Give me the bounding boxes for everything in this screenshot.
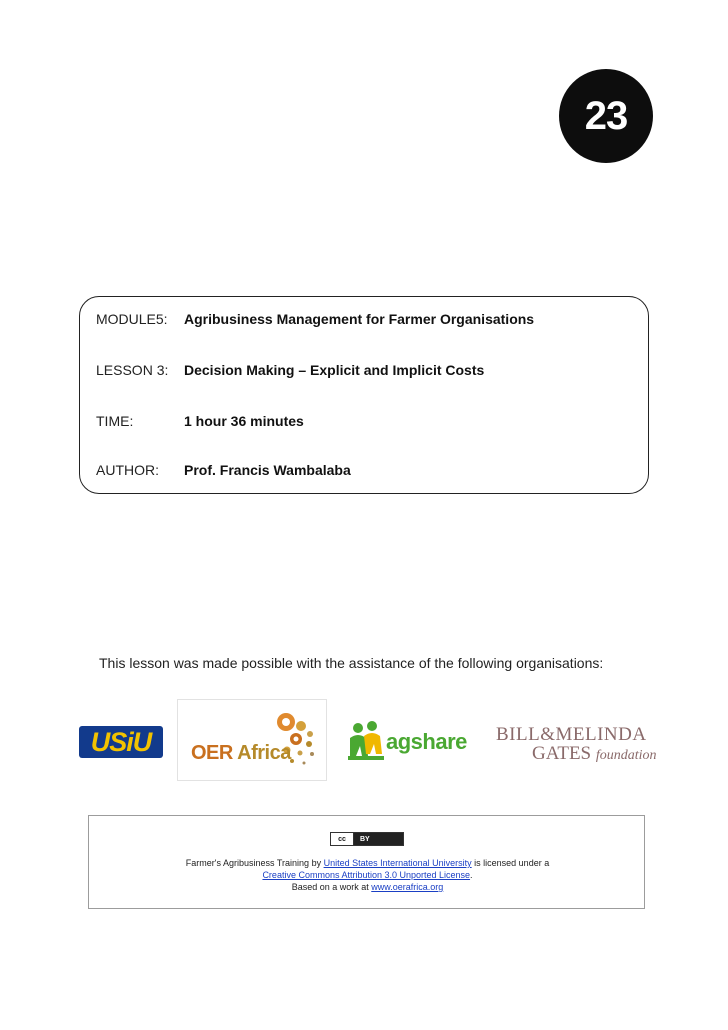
usiu-logo	[79, 726, 163, 758]
gates-foundation-logo	[494, 724, 657, 764]
by-icon: BY	[354, 833, 403, 845]
module-value: Agribusiness Management for Farmer Organisations	[184, 311, 535, 327]
oerafrica-link[interactable]: www.oerafrica.org	[371, 882, 444, 892]
lesson-info-box	[79, 296, 649, 494]
license-line-1	[89, 858, 646, 868]
lesson-value: Decision Making – Explicit and Implicit Costs	[184, 362, 485, 378]
lesson-label: LESSON 3:	[96, 362, 169, 378]
cc-license-link[interactable]: Creative Commons Attribution 3.0 Unported License	[262, 870, 471, 880]
oer-wordmark-prefix: OER	[191, 742, 233, 764]
oer-africa-wordmark	[191, 742, 291, 765]
license-line-3-prefix: Based on a work at	[291, 882, 372, 892]
license-line-1-suffix: is licensed under a	[471, 858, 550, 868]
time-value: 1 hour 36 minutes	[184, 413, 304, 429]
license-line-3	[89, 882, 646, 892]
lesson-number-badge	[559, 69, 653, 163]
author-label: AUTHOR:	[96, 462, 159, 478]
cc-by-badge[interactable]	[330, 832, 404, 846]
usiu-link[interactable]: United States International University	[323, 858, 472, 868]
license-line-2-suffix: .	[470, 870, 473, 880]
license-line-1-prefix: Farmer's Agribusiness Training by	[185, 858, 324, 868]
oer-africa-logo	[177, 699, 327, 781]
author-value: Prof. Francis Wambalaba	[184, 462, 351, 478]
agshare-wordmark: agshare	[386, 729, 467, 754]
time-row	[96, 413, 304, 429]
gates-logo-line2	[532, 743, 657, 765]
usiu-logo-text: USiU	[90, 726, 152, 757]
gates-logo-gates: GATES	[532, 743, 592, 764]
time-label: TIME:	[96, 413, 134, 429]
author-row	[96, 462, 351, 478]
agshare-figures-icon	[346, 720, 390, 764]
gates-logo-foundation: foundation	[595, 748, 657, 763]
gates-logo-line1: BILL&MELINDA	[496, 724, 647, 745]
acknowledgement-text: This lesson was made possible with the assistance of the following organisations:	[99, 655, 604, 671]
module-label: MODULE5:	[96, 311, 168, 327]
module-row	[96, 311, 534, 327]
lesson-row	[96, 362, 484, 378]
license-line-2	[89, 870, 646, 880]
oer-wordmark-suffix: Africa	[237, 742, 291, 764]
partner-logos	[0, 696, 728, 782]
license-box	[88, 815, 645, 909]
agshare-logo	[346, 720, 468, 766]
lesson-number: 23	[584, 93, 628, 138]
cc-icon: cc	[331, 833, 354, 845]
